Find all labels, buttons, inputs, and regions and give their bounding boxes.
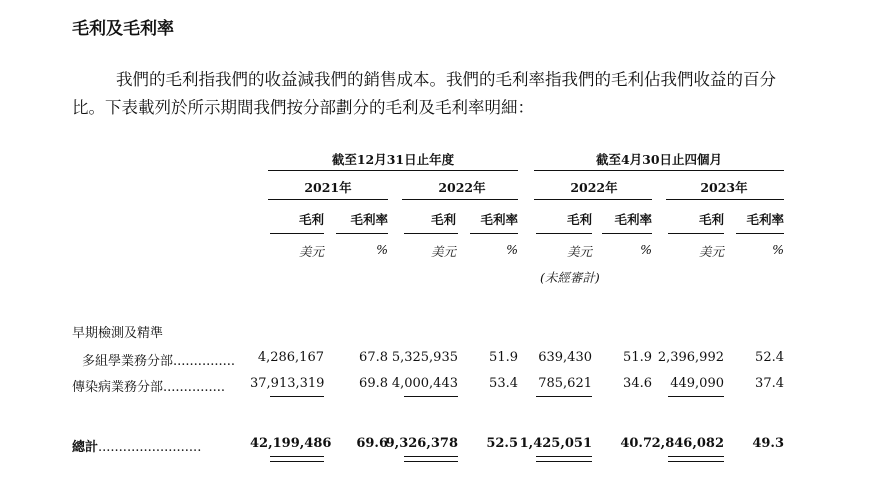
section-heading: 毛利及毛利率 [72,19,174,39]
total-cell: 69.6 [356,436,388,451]
cell: 37,913,319 [250,376,325,391]
cell: 37.4 [755,376,784,391]
group-header-year: 截至12月31日止年度 [331,152,455,167]
unit-usd: 美元 [566,244,592,259]
year-rule [534,199,652,200]
cell: 53.4 [489,376,518,391]
cell: 4,000,443 [391,376,458,391]
total-cell: 40.7 [620,436,652,451]
col-rule [602,233,652,234]
double-rule [668,456,724,462]
col-header-gross-profit: 毛利 [430,212,456,227]
group-header-four-months: 截至4月30日止四個月 [595,152,723,167]
total-label: 總計......................... [72,440,202,455]
cell: 4,286,167 [257,350,324,365]
year-header: 2021年 [304,180,352,195]
double-rule [404,456,458,462]
col-rule [668,233,724,234]
row-label: 傳染病業務分部............... [72,380,226,395]
intro-paragraph: 我們的毛利指我們的收益減我們的銷售成本。我們的毛利率指我們的毛利佔我們收益的百分比。下表載列於所示期間我們按分部劃分的毛利及毛利率明細： [72,70,776,117]
unit-percent: % [772,242,784,257]
total-cell: 52.5 [486,436,518,451]
col-header-margin: 毛利率 [350,212,388,227]
col-header-margin: 毛利率 [746,212,784,227]
total-cell: 42,199,486 [250,436,332,451]
col-rule [336,233,388,234]
year-header: 2022年 [570,180,618,195]
cell: 785,621 [538,376,592,391]
group-rule [534,170,784,171]
year-header: 2023年 [700,180,748,195]
row-label-line1: 早期檢測及精準 [72,326,164,341]
year-rule [268,199,388,200]
sum-rule [270,396,324,397]
cell: 639,430 [538,350,592,365]
year-rule [666,199,784,200]
col-header-gross-profit: 毛利 [698,212,724,227]
double-rule [536,456,592,462]
col-header-gross-profit: 毛利 [298,212,324,227]
sum-rule [536,396,592,397]
unaudited-note: (未經審計) [540,270,600,285]
sum-rule [668,396,724,397]
year-rule [402,199,518,200]
col-header-margin: 毛利率 [480,212,518,227]
group-rule [268,170,518,171]
cell: 67.8 [359,350,388,365]
cell: 52.4 [755,350,784,365]
total-cell: 49.3 [752,436,784,451]
unit-percent: % [640,242,652,257]
col-rule [270,233,324,234]
col-rule [536,233,592,234]
unit-usd: 美元 [430,244,456,259]
cell: 34.6 [623,376,652,391]
cell: 449,090 [670,376,724,391]
total-cell: 1,425,051 [519,436,592,451]
cell: 2,396,992 [657,350,724,365]
col-rule [470,233,518,234]
sum-rule [404,396,458,397]
cell: 69.8 [359,376,388,391]
col-header-margin: 毛利率 [614,212,652,227]
unit-percent: % [376,242,388,257]
col-rule [736,233,784,234]
unit-usd: 美元 [298,244,324,259]
year-header: 2022年 [438,180,486,195]
unit-usd: 美元 [698,244,724,259]
row-label: 多組學業務分部............... [82,354,236,369]
total-cell: 9,326,378 [385,436,458,451]
unit-percent: % [506,242,518,257]
cell: 51.9 [489,350,518,365]
col-rule [404,233,458,234]
double-rule [270,456,324,462]
cell: 5,325,935 [391,350,458,365]
col-header-gross-profit: 毛利 [566,212,592,227]
total-cell: 2,846,082 [651,436,724,451]
cell: 51.9 [623,350,652,365]
